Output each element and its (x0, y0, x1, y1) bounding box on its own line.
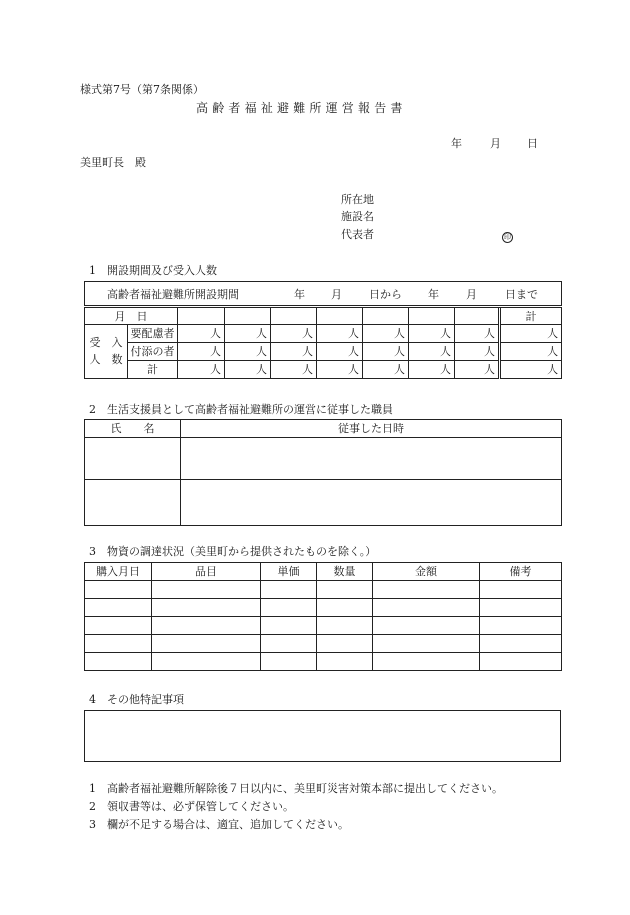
receive-count-label: 受 入 人 数 (85, 325, 128, 379)
supplies-cell[interactable] (85, 599, 152, 617)
supplies-cell[interactable] (152, 617, 261, 635)
period-to-month: 月 (466, 288, 477, 301)
staff-datetime-cell[interactable] (181, 480, 562, 526)
count-cell[interactable]: 人 (271, 343, 317, 361)
supplies-cell[interactable] (152, 635, 261, 653)
count-cell[interactable]: 人 (455, 325, 500, 343)
note-3: 3 欄が不足する場合は、適宜、追加してください。 (89, 818, 349, 831)
item-header: 品目 (152, 563, 261, 581)
supplies-cell[interactable] (317, 599, 373, 617)
total-header: 計 (500, 307, 562, 325)
supplies-cell[interactable] (480, 635, 562, 653)
applicant-address-label: 所在地 (341, 193, 374, 206)
staff-name-cell[interactable] (85, 438, 181, 480)
date-day: 日 (527, 137, 538, 150)
row-label: 計 (128, 361, 178, 379)
supplies-row (85, 581, 562, 599)
supplies-cell[interactable] (85, 635, 152, 653)
supplies-cell[interactable] (85, 653, 152, 671)
count-cell[interactable]: 人 (455, 343, 500, 361)
date-month: 月 (490, 137, 501, 150)
row-label: 付添の者 (128, 343, 178, 361)
supplies-cell[interactable] (373, 635, 480, 653)
remarks-header: 備考 (480, 563, 562, 581)
date-cell[interactable] (363, 307, 409, 325)
section4-heading: 4 その他特記事項 (89, 693, 184, 706)
amount-header: 金額 (373, 563, 480, 581)
staff-row (85, 480, 562, 526)
supplies-cell[interactable] (261, 617, 317, 635)
supplies-cell[interactable] (373, 599, 480, 617)
supplies-cell[interactable] (261, 653, 317, 671)
quantity-header: 数量 (317, 563, 373, 581)
count-cell[interactable]: 人 (271, 325, 317, 343)
supplies-row (85, 617, 562, 635)
count-row-attendant (85, 343, 562, 361)
date-cell[interactable] (271, 307, 317, 325)
count-row-total (85, 361, 562, 379)
period-to-suffix: 日まで (505, 288, 538, 301)
count-cell[interactable]: 人 (225, 325, 271, 343)
section1-table (84, 281, 562, 379)
supplies-cell[interactable] (480, 599, 562, 617)
date-cell[interactable] (455, 307, 500, 325)
date-cell[interactable] (178, 307, 225, 325)
purchase-date-header: 購入月日 (85, 563, 152, 581)
count-total-cell[interactable]: 人 (500, 325, 562, 343)
form-number: 様式第7号（第7条関係） (80, 83, 204, 96)
date-cell[interactable] (225, 307, 271, 325)
count-cell[interactable]: 人 (317, 325, 363, 343)
applicant-representative-label: 代表者 (341, 228, 374, 241)
supplies-cell[interactable] (261, 581, 317, 599)
staff-name-cell[interactable] (85, 480, 181, 526)
supplies-cell[interactable] (85, 617, 152, 635)
count-cell[interactable]: 人 (455, 361, 500, 379)
supplies-cell[interactable] (480, 581, 562, 599)
date-header-row (85, 307, 562, 325)
staff-datetime-header: 従事した日時 (181, 420, 562, 438)
count-cell[interactable]: 人 (409, 325, 455, 343)
count-total-cell[interactable]: 人 (500, 343, 562, 361)
count-cell[interactable]: 人 (271, 361, 317, 379)
supplies-header-row (85, 563, 562, 581)
count-cell[interactable]: 人 (409, 343, 455, 361)
date-year: 年 (451, 137, 462, 150)
unit-price-header: 単価 (261, 563, 317, 581)
count-cell[interactable]: 人 (409, 361, 455, 379)
supplies-cell[interactable] (317, 653, 373, 671)
count-cell[interactable]: 人 (363, 325, 409, 343)
section2-table (84, 419, 562, 526)
staff-name-header: 氏 名 (85, 420, 181, 438)
supplies-cell[interactable] (261, 635, 317, 653)
date-header: 月 日 (85, 307, 178, 325)
count-total-cell[interactable]: 人 (500, 361, 562, 379)
count-cell[interactable]: 人 (317, 343, 363, 361)
supplies-cell[interactable] (317, 617, 373, 635)
section2-heading: 2 生活支援員として高齢者福祉避難所の運営に従事した職員 (89, 403, 393, 416)
date-cell[interactable] (409, 307, 455, 325)
count-cell[interactable]: 人 (363, 361, 409, 379)
row-label: 要配慮者 (128, 325, 178, 343)
period-label: 高齢者福祉避難所開設期間 (107, 288, 239, 301)
applicant-facility-label: 施設名 (341, 210, 374, 223)
supplies-cell[interactable] (373, 617, 480, 635)
note-1: 1 高齢者福祉避難所解除後７日以内に、美里町災害対策本部に提出してください。 (89, 782, 503, 795)
count-cell[interactable]: 人 (178, 343, 225, 361)
section3-heading: 3 物資の調達状況（美里町から提供されたものを除く。） (89, 545, 377, 558)
supplies-row (85, 653, 562, 671)
section3-table (84, 562, 562, 671)
supplies-cell[interactable] (152, 599, 261, 617)
count-cell[interactable]: 人 (317, 361, 363, 379)
count-cell[interactable]: 人 (363, 343, 409, 361)
period-from-year: 年 (294, 288, 305, 301)
document-title: 高齢者福祉避難所運営報告書 (196, 101, 407, 115)
staff-header-row (85, 420, 562, 438)
period-from-suffix: 日から (369, 288, 402, 301)
supplies-cell[interactable] (373, 581, 480, 599)
supplies-cell[interactable] (317, 635, 373, 653)
note-2: 2 領収書等は、必ず保管してください。 (89, 800, 294, 813)
count-cell[interactable]: 人 (225, 343, 271, 361)
supplies-cell[interactable] (480, 653, 562, 671)
seal-icon: 印 (504, 233, 511, 241)
special-notes-field[interactable] (85, 711, 561, 762)
count-row-requiring-care (85, 325, 562, 343)
supplies-row (85, 599, 562, 617)
count-cell[interactable]: 人 (178, 325, 225, 343)
addressee: 美里町長 殿 (80, 156, 146, 169)
supplies-cell[interactable] (480, 617, 562, 635)
count-cell[interactable]: 人 (225, 361, 271, 379)
supplies-row (85, 635, 562, 653)
supplies-cell[interactable] (85, 581, 152, 599)
supplies-cell[interactable] (261, 599, 317, 617)
staff-row (85, 438, 562, 480)
supplies-cell[interactable] (373, 653, 480, 671)
supplies-cell[interactable] (152, 581, 261, 599)
section4-table (84, 710, 561, 762)
supplies-cell[interactable] (317, 581, 373, 599)
date-cell[interactable] (317, 307, 363, 325)
count-cell[interactable]: 人 (178, 361, 225, 379)
period-to-year: 年 (428, 288, 439, 301)
section1-heading: 1 開設期間及び受入人数 (89, 264, 217, 277)
period-from-month: 月 (331, 288, 342, 301)
staff-datetime-cell[interactable] (181, 438, 562, 480)
period-row (85, 282, 562, 307)
supplies-cell[interactable] (152, 653, 261, 671)
